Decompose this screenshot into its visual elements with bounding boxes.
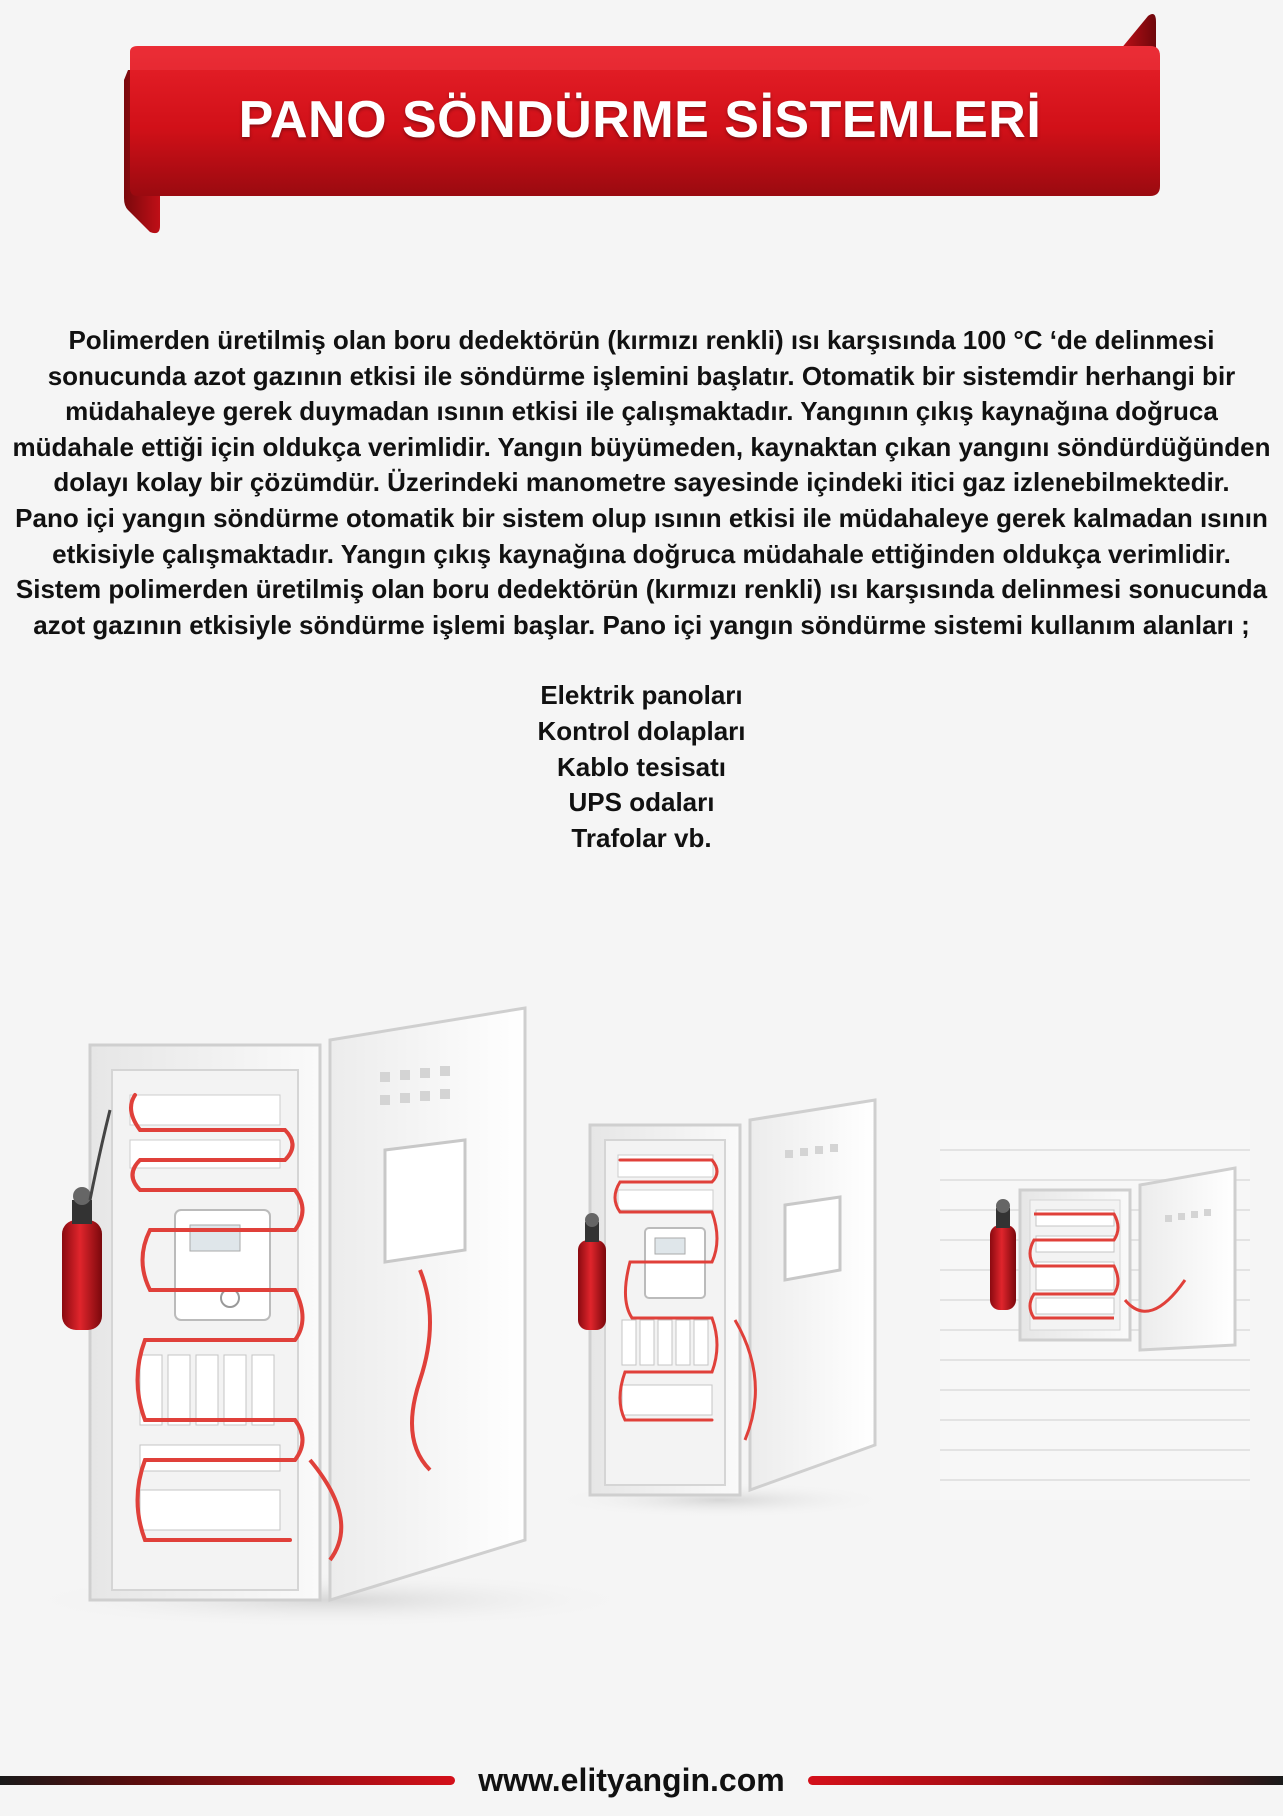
cabinet-illustration: [0, 1000, 1283, 1680]
usage-item: UPS odaları: [568, 787, 715, 818]
description-block: [8, 323, 1275, 856]
usage-item: Kablo tesisatı: [556, 751, 727, 782]
cabinet-medium: [578, 1100, 875, 1495]
cabinet-large: [62, 1008, 525, 1600]
footer: [0, 1755, 1283, 1805]
paragraph-1: Polimerden üretilmiş olan boru dedektörün (kırmızı renkli) ısı karşısında 100 °C ‘de delinmesi sonucunda azot gazının etkisi ile söndürme işlemini başlatır. Otomatik bir sistemdir herhangi bir müdahaleye gerek duymadan ısının etkisi ile çalışmaktadır. Yangının çıkış kaynağına doğruca müdahale ettiği için oldukça verimlidir. Yangın büyümeden, kaynaktan çıkan yangını söndürdüğünden dolayı kolay bir çözümdür. Üzerindeki manometre sayesinde içindeki itici gaz izlenebilmektedir.: [12, 325, 1271, 498]
footer-divider-left: [0, 1776, 455, 1785]
usage-list: [8, 678, 1275, 856]
usage-item: Elektrik panoları: [540, 680, 743, 711]
paragraph-2: Pano içi yangın söndürme otomatik bir sistem olup ısının etkisi ile müdahaleye gerek kalmadan ısının etkisiyle çalışmaktadır. Yangın çıkış kaynağına doğruca müdahale ettiğinden oldukça verimlidir. Sistem polimerden üretilmiş olan boru dedektörün (kırmızı renkli) ısı karşısında delinmesi sonucunda azot gazının etkisiyle söndürme işlemi başlar. Pano içi yangın söndürme sistemi kullanım alanları ;: [15, 502, 1268, 640]
cabinet-wall: [940, 1120, 1250, 1500]
usage-item: Trafolar vb.: [571, 822, 712, 853]
usage-item: Kontrol dolapları: [537, 715, 746, 746]
footer-divider-right: [808, 1776, 1283, 1785]
website-link[interactable]: www.elityangin.com: [478, 1761, 785, 1798]
page-title: PANO SÖNDÜRME SİSTEMLERİ: [238, 91, 1042, 149]
